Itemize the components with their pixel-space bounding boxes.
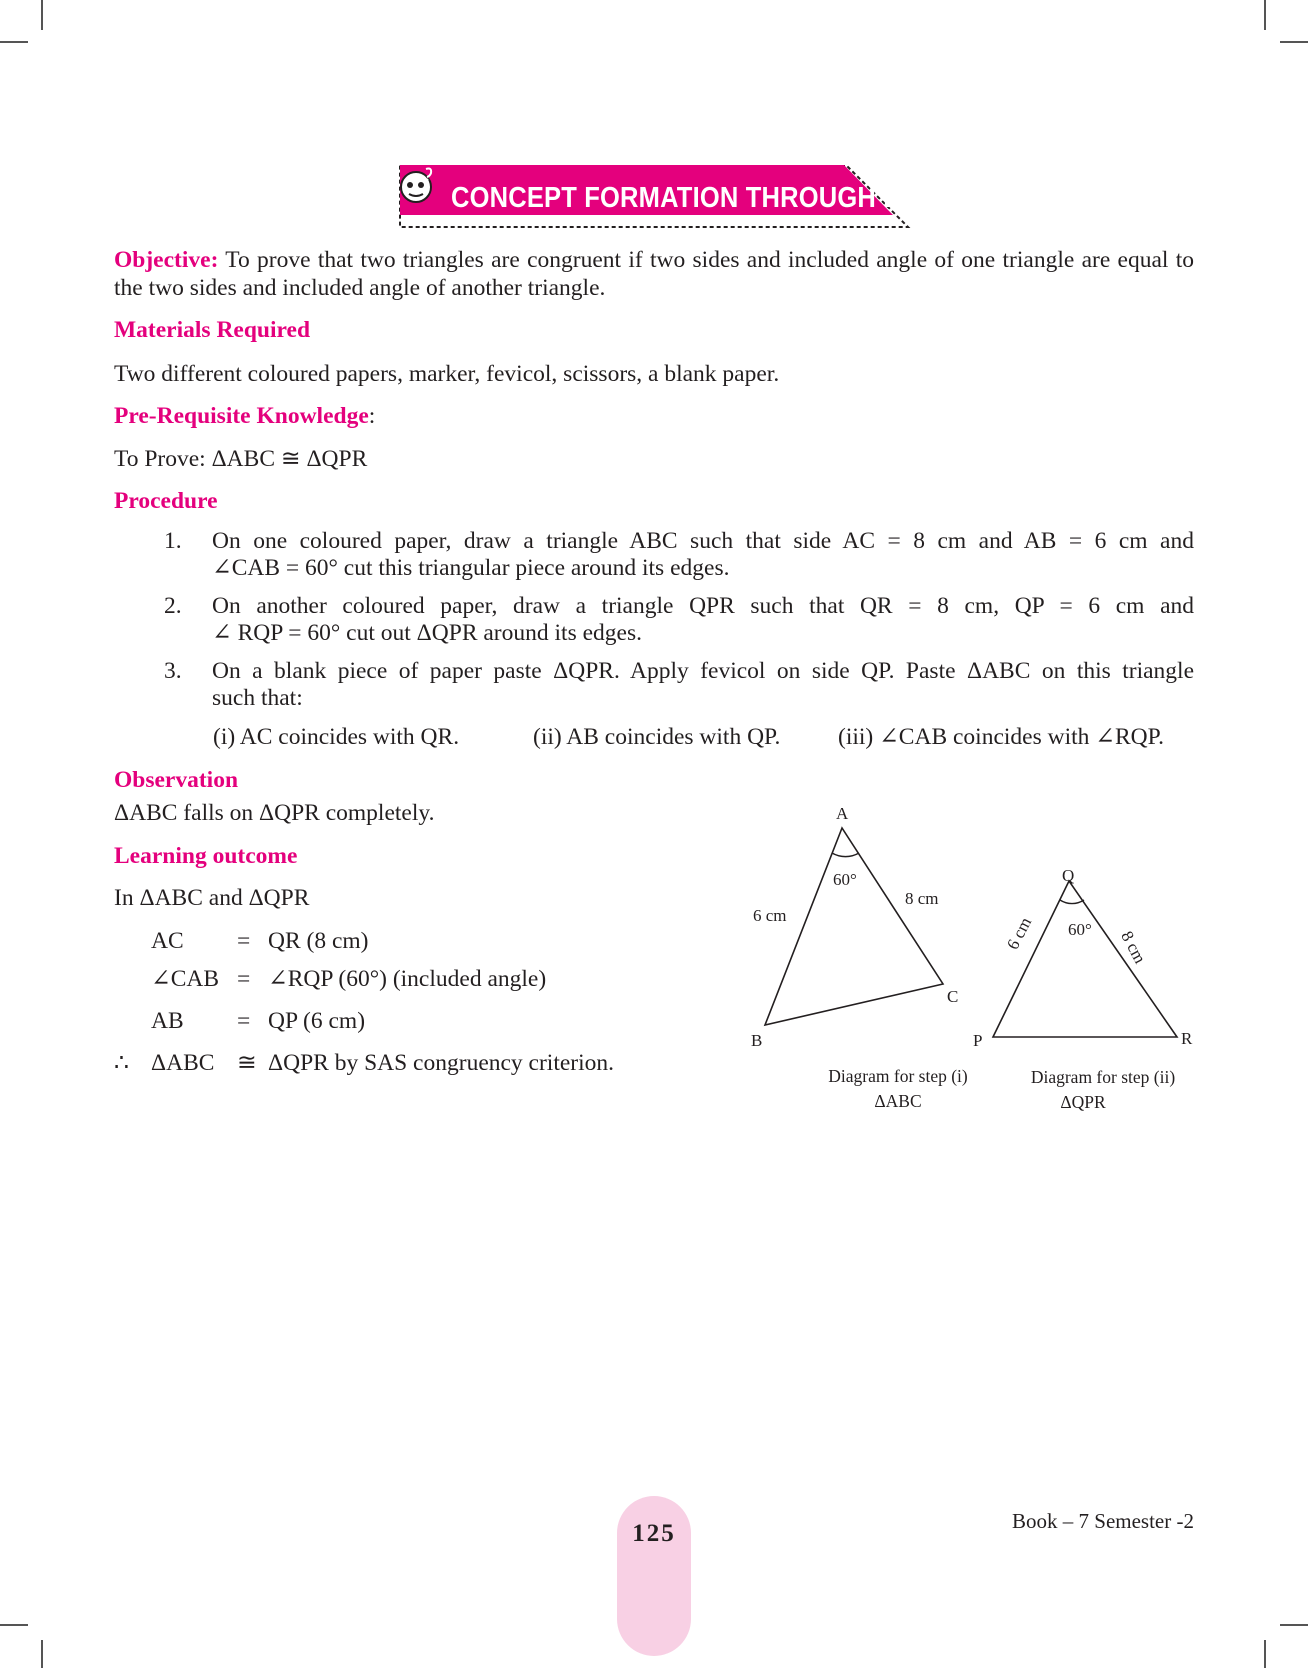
proof-right: QP (6 cm): [268, 1008, 366, 1034]
angle-label-a: 60°: [833, 870, 857, 889]
crop-mark: [1264, 1640, 1266, 1668]
crop-mark: [41, 1640, 43, 1668]
caption-abc: ΔABC: [874, 1091, 922, 1111]
learning-heading: Learning outcome: [114, 843, 298, 869]
crop-mark: [1280, 1624, 1308, 1626]
section-banner: [396, 165, 937, 231]
step-number: 1.: [164, 528, 182, 554]
side-label-qr: 8 cm: [1117, 928, 1150, 967]
crop-mark: [41, 0, 43, 30]
vertex-r: R: [1181, 1029, 1193, 1048]
thinking-mascot-icon: [396, 165, 436, 207]
observation-heading: Observation: [114, 767, 239, 793]
book-footer: Book – 7 Semester -2: [1012, 1509, 1194, 1533]
caption-qpr: ΔQPR: [1060, 1092, 1106, 1112]
proof-op: =: [237, 928, 251, 954]
proof-left: ΔABC: [151, 1050, 215, 1076]
page-number: 125: [632, 1520, 676, 1547]
step-number: 2.: [164, 593, 182, 619]
triangle-abc: [765, 828, 943, 1025]
crop-mark: [0, 41, 28, 43]
side-label-qp: 6 cm: [1003, 914, 1036, 953]
materials-text: Two different coloured papers, marker, fevicol, scissors, a blank paper.: [114, 361, 780, 387]
prereq-heading-line: [114, 402, 375, 430]
procedure-heading: Procedure: [114, 488, 218, 514]
step-line: ∠CAB = 60° cut this triangular piece around its edges.: [212, 555, 730, 581]
proof-op: ≅: [237, 1050, 257, 1076]
objective-paragraph: [114, 246, 1194, 302]
step-line: such that:: [212, 685, 303, 711]
triangle-qpr: [993, 881, 1177, 1037]
angle-label-q: 60°: [1068, 920, 1092, 939]
proof-op: =: [237, 1008, 251, 1034]
subitem-ii: (ii) AB coincides with QP.: [533, 724, 781, 750]
subitem-iii: (iii) ∠CAB coincides with ∠RQP.: [838, 724, 1164, 750]
prereq-text: To Prove: ΔABC ≅ ΔQPR: [114, 446, 368, 472]
vertex-c: C: [947, 987, 959, 1006]
subitem-i: (i) AC coincides with QR.: [213, 724, 460, 750]
caption-step-i: Diagram for step (i): [828, 1066, 968, 1086]
side-label-ac: 8 cm: [905, 889, 939, 908]
angle-arc-q: [1060, 900, 1084, 904]
proof-left: AC: [151, 928, 184, 954]
vertex-p: P: [973, 1031, 983, 1050]
step-line: On a blank piece of paper paste ΔQPR. Apply fevicol on side QP. Paste ΔABC on this triangle: [212, 658, 1194, 684]
banner-title: CONCEPT FORMATION THROUGH LAB: [451, 182, 937, 214]
caption-step-ii: Diagram for step (ii): [1030, 1067, 1176, 1087]
observation-text: ΔABC falls on ΔQPR completely.: [114, 800, 435, 826]
step-line: On another coloured paper, draw a triangle QPR such that QR = 8 cm, QP = 6 cm and: [212, 593, 1194, 619]
crop-mark: [1280, 41, 1308, 43]
step-line: ∠ RQP = 60° cut out ΔQPR around its edges.: [212, 620, 642, 646]
crop-mark: [1264, 0, 1266, 30]
step-line: On one coloured paper, draw a triangle ABC such that side AC = 8 cm and AB = 6 cm and: [212, 528, 1194, 554]
prereq-heading: Pre-Requisite Knowledge: [114, 403, 369, 429]
proof-right: QR (8 cm): [268, 928, 369, 954]
proof-right: ∠RQP (60°) (included angle): [268, 966, 547, 992]
step-number: 3.: [164, 658, 182, 684]
side-label-ab: 6 cm: [753, 906, 787, 925]
vertex-b: B: [751, 1031, 763, 1050]
materials-heading: Materials Required: [114, 317, 311, 343]
vertex-q: Q: [1062, 866, 1075, 885]
objective-label: Objective:: [114, 247, 219, 273]
objective-text: To prove that two triangles are congruent if two sides and included angle of one triangle are equal to the two sides and included angle of another triangle.: [114, 247, 1195, 301]
angle-arc-a: [832, 853, 859, 857]
vertex-a: A: [836, 804, 849, 823]
learning-intro: In ΔABC and ΔQPR: [114, 885, 310, 911]
therefore-symbol: ∴: [114, 1050, 129, 1076]
proof-right: ΔQPR by SAS congruency criterion.: [268, 1050, 615, 1076]
proof-left: ∠CAB: [151, 966, 220, 992]
proof-left: AB: [151, 1008, 184, 1034]
crop-mark: [0, 1624, 28, 1626]
prereq-colon: :: [368, 403, 376, 429]
proof-op: =: [237, 966, 251, 992]
